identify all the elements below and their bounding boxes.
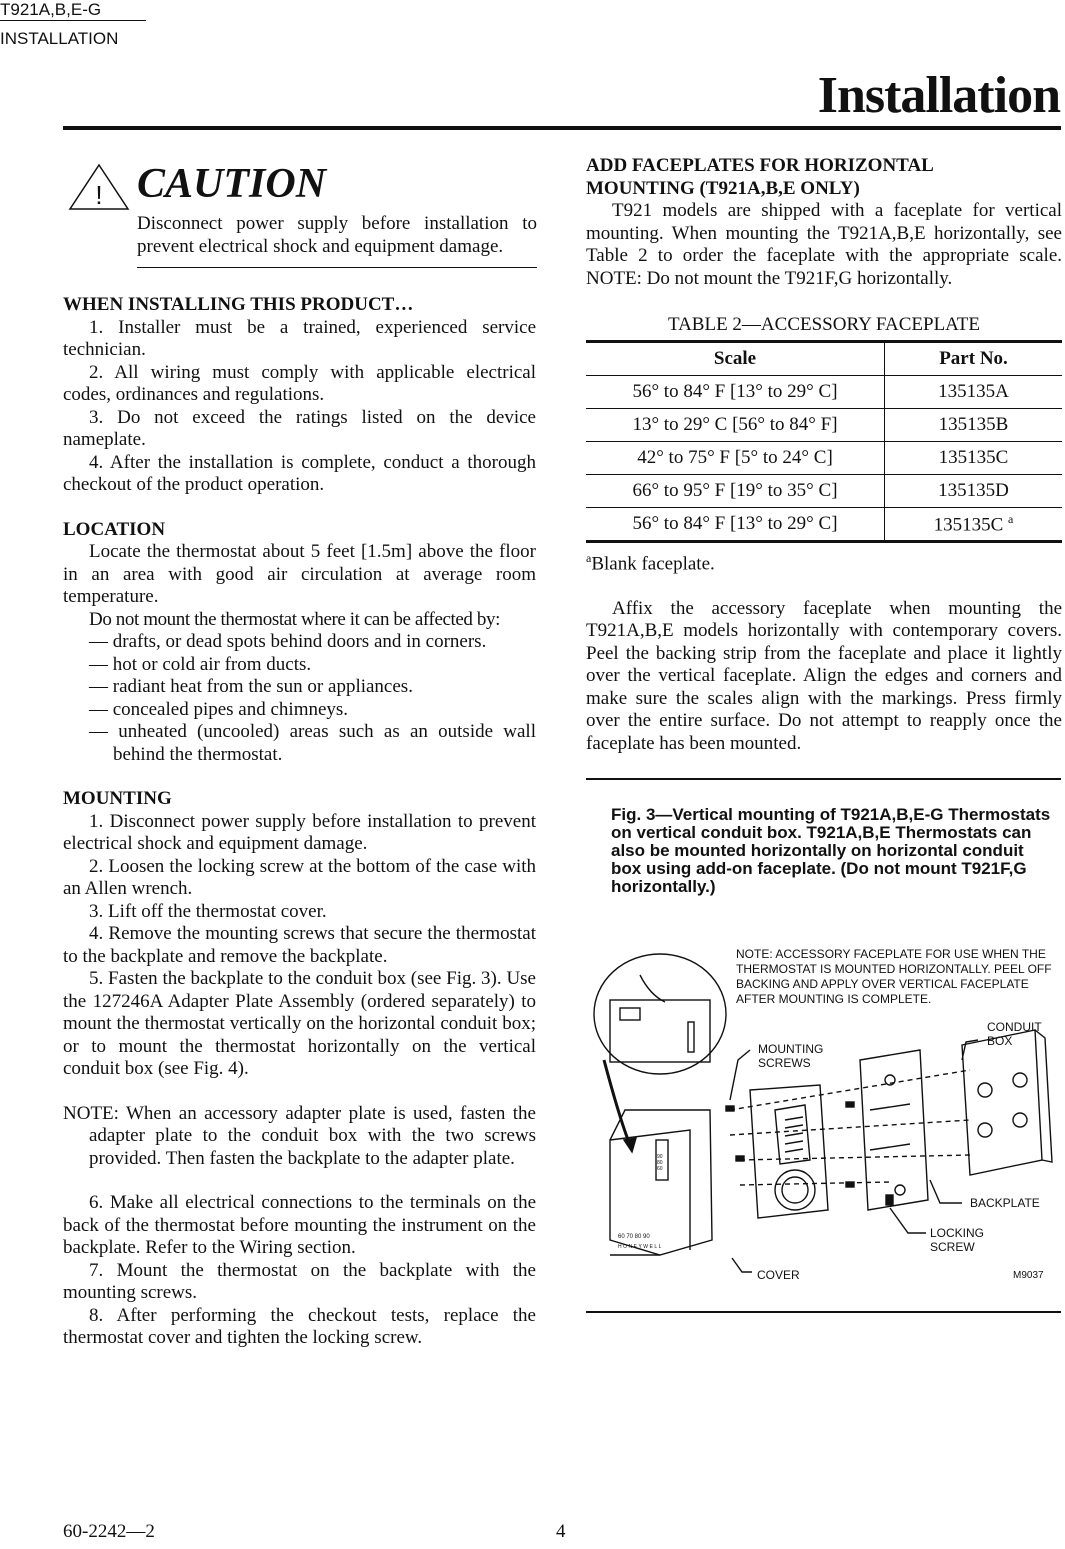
label-line: MOUNTING xyxy=(758,1042,824,1056)
table-header-part: Part No. xyxy=(885,342,1063,376)
caution-title: CAUTION xyxy=(137,161,327,207)
mounting-note: NOTE: When an accessory adapter plate is used, fasten the adapter plate to the conduit box with the two screws provided. Then fasten the backplate to the adapter plate. xyxy=(63,1102,536,1169)
footnote-text: Blank faceplate. xyxy=(591,553,715,575)
table-cell: 42° to 75° F [5° to 24° C] xyxy=(586,442,885,475)
location-paragraph: Do not mount the thermostat where it can be affected by: xyxy=(89,608,500,630)
footnote-mark: a xyxy=(1008,511,1014,526)
list-item: — hot or cold air from ducts. xyxy=(89,653,312,675)
label-mounting-screws xyxy=(758,1042,823,1070)
list-item: 2. Loosen the locking screw at the bottom of the case with an Allen wrench. xyxy=(63,855,536,899)
page-title: Installation xyxy=(817,67,1060,124)
table-cell: 135135D xyxy=(885,475,1063,508)
table-footnote xyxy=(586,547,1062,576)
warning-triangle-icon xyxy=(68,163,130,211)
leader-line xyxy=(732,1258,752,1272)
mounting-diagram xyxy=(590,950,1060,1290)
table-cell xyxy=(885,508,1063,542)
label-conduit-box xyxy=(987,1020,1042,1048)
left-column xyxy=(63,294,536,1350)
label-line: CONDUIT xyxy=(987,1020,1042,1034)
label-line: SCREW xyxy=(930,1240,975,1254)
page-number: 4 xyxy=(556,1521,566,1542)
faceplate-table xyxy=(586,340,1062,543)
list-item: — drafts, or dead spots behind doors and in corners. xyxy=(89,631,487,652)
table-row xyxy=(586,475,1062,508)
backplate-shape xyxy=(860,1050,928,1210)
header-section: INSTALLATION xyxy=(0,29,119,48)
faceplate-detail-circle xyxy=(594,954,726,1074)
title-rule xyxy=(63,126,1061,130)
header-divider xyxy=(0,20,146,21)
thermostat-vert-mark: 60 xyxy=(657,1166,663,1172)
list-item: 1. Installer must be a trained, experienced service technician. xyxy=(63,316,536,360)
caution-text: Disconnect power supply before installation to prevent electrical shock and equipment damage. xyxy=(137,213,537,257)
thermostat-scale: 60 70 80 90 xyxy=(618,1234,650,1240)
table-row xyxy=(586,442,1062,475)
list-item: 7. Mount the thermostat on the backplate with the mounting screws. xyxy=(63,1259,536,1303)
label-line: BOX xyxy=(987,1034,1013,1048)
table-row xyxy=(586,376,1062,409)
leader-line xyxy=(930,1180,962,1203)
doc-number: 60-2242—2 xyxy=(63,1521,155,1542)
callout-arrow xyxy=(604,1060,630,1145)
figure-code: M9037 xyxy=(1013,1270,1044,1281)
thermostat-vert-mark: 90 xyxy=(657,1154,663,1160)
list-item: 4. After the installation is complete, conduct a thorough checkout of the product operation. xyxy=(63,451,536,495)
label-line: LOCKING xyxy=(930,1226,985,1240)
figure-bottom-rule xyxy=(586,1311,1061,1313)
thermostat-vert-mark: 80 xyxy=(657,1160,663,1166)
table-cell: 66° to 95° F [19° to 35° C] xyxy=(586,475,885,508)
right-column xyxy=(586,155,1062,755)
part-number: 135135C xyxy=(933,514,1004,536)
list-item: 8. After performing the checkout tests, replace the thermostat cover and tighten the locking screw. xyxy=(63,1304,536,1348)
table-caption: TABLE 2—ACCESSORY FACEPLATE xyxy=(667,314,980,335)
figure-top-rule xyxy=(586,778,1061,780)
location-heading: LOCATION xyxy=(63,518,166,540)
conduit-box-shape xyxy=(962,1030,1042,1175)
table-cell: 13° to 29° C [56° to 84° F] xyxy=(586,409,885,442)
table-row xyxy=(586,508,1062,542)
list-item: 6. Make all electrical connections to the terminals on the back of the thermostat before mounting the instrument on the backplate. Refer to the Wiring section. xyxy=(63,1192,536,1258)
list-item: 3. Do not exceed the ratings listed on the device nameplate. xyxy=(63,406,536,450)
when-installing-heading: WHEN INSTALLING THIS PRODUCT… xyxy=(63,294,414,315)
faceplate-detail xyxy=(610,1000,710,1062)
table-cell: 56° to 84° F [13° to 29° C] xyxy=(586,508,885,542)
mounting-heading: MOUNTING xyxy=(63,788,172,809)
table-cell: 135135A xyxy=(885,376,1063,409)
location-paragraph: Locate the thermostat about 5 feet [1.5m] above the floor in an area with good air circulation at average room temperature. xyxy=(63,541,536,607)
faceplates-heading-line2: MOUNTING (T921A,B,E ONLY) xyxy=(586,177,860,199)
footnote-mark: a xyxy=(586,551,592,565)
leader-line xyxy=(890,1208,926,1233)
label-cover: COVER xyxy=(757,1268,800,1282)
table-header-scale: Scale xyxy=(586,342,885,376)
list-item: 1. Disconnect power supply before installation to prevent electrical shock and equipment damage. xyxy=(63,810,536,854)
list-item: — concealed pipes and chimneys. xyxy=(89,698,349,720)
label-line: SCREWS xyxy=(758,1056,811,1070)
caution-rule xyxy=(137,267,537,268)
leader-line xyxy=(730,1050,750,1100)
list-item: 2. All wiring must comply with applicable electrical codes, ordinances and regulations. xyxy=(63,361,536,405)
warning-glyph: ! xyxy=(95,180,103,210)
table-cell: 135135C xyxy=(885,442,1063,475)
figure-caption: Fig. 3—Vertical mounting of T921A,B,E-G Thermostats on vertical conduit box. T921A,B,E Thermostats can also be mounted horizontally on horizontal conduit box using add-on faceplate. (Do not mount T921F,G horizontally.) xyxy=(611,805,1051,896)
thermostat-brand: HONEYWELL xyxy=(618,1244,663,1250)
list-item: 3. Lift off the thermostat cover. xyxy=(89,900,327,922)
table-cell: 135135B xyxy=(885,409,1063,442)
list-item: 4. Remove the mounting screws that secure the thermostat to the backplate and remove the backplate. xyxy=(63,923,536,967)
faceplates-paragraph: T921 models are shipped with a faceplate for vertical mounting. When mounting the T921A,B,E horizontally, see Table 2 to order the faceplate with the appropriate scale. NOTE: Do not mount the T921F,G horizontally. xyxy=(586,200,1062,289)
faceplates-heading: ADD FACEPLATES FOR HORIZONTAL xyxy=(586,155,934,176)
list-item: 5. Fasten the backplate to the conduit box (see Fig. 3). Use the 127246A Adapter Plate Assembly (ordered separately) to mount the thermostat vertically on the horizontal conduit box; or to mount the thermostat horizontally on the vertical conduit box (see Fig. 4). xyxy=(63,968,536,1079)
label-backplate: BACKPLATE xyxy=(970,1196,1040,1210)
header-model: T921A,B,E-G xyxy=(0,0,102,19)
list-item: — radiant heat from the sun or appliances. xyxy=(89,676,413,697)
table-cell: 56° to 84° F [13° to 29° C] xyxy=(586,376,885,409)
figure-note: NOTE: ACCESSORY FACEPLATE FOR USE WHEN THE THERMOSTAT IS MOUNTED HORIZONTALLY. PEEL OFF BACKING AND APPLY OVER VERTICAL FACEPLATE AFTER MOUNTING IS COMPLETE. xyxy=(736,947,1052,1006)
table-row xyxy=(586,409,1062,442)
label-locking-screw xyxy=(930,1226,984,1254)
affix-paragraph: Affix the accessory faceplate when mounting the T921A,B,E models horizontally with contemporary covers. Peel the backing strip from the faceplate and place it lightly over the vertical faceplate. Align the edges and corners and make sure the scales align with the markings. Press firmly over the entire surface. Do not attempt to reapply once the faceplate has been mounted. xyxy=(586,597,1062,754)
list-item: — unheated (uncooled) areas such as an outside wall behind the thermostat. xyxy=(89,721,536,765)
